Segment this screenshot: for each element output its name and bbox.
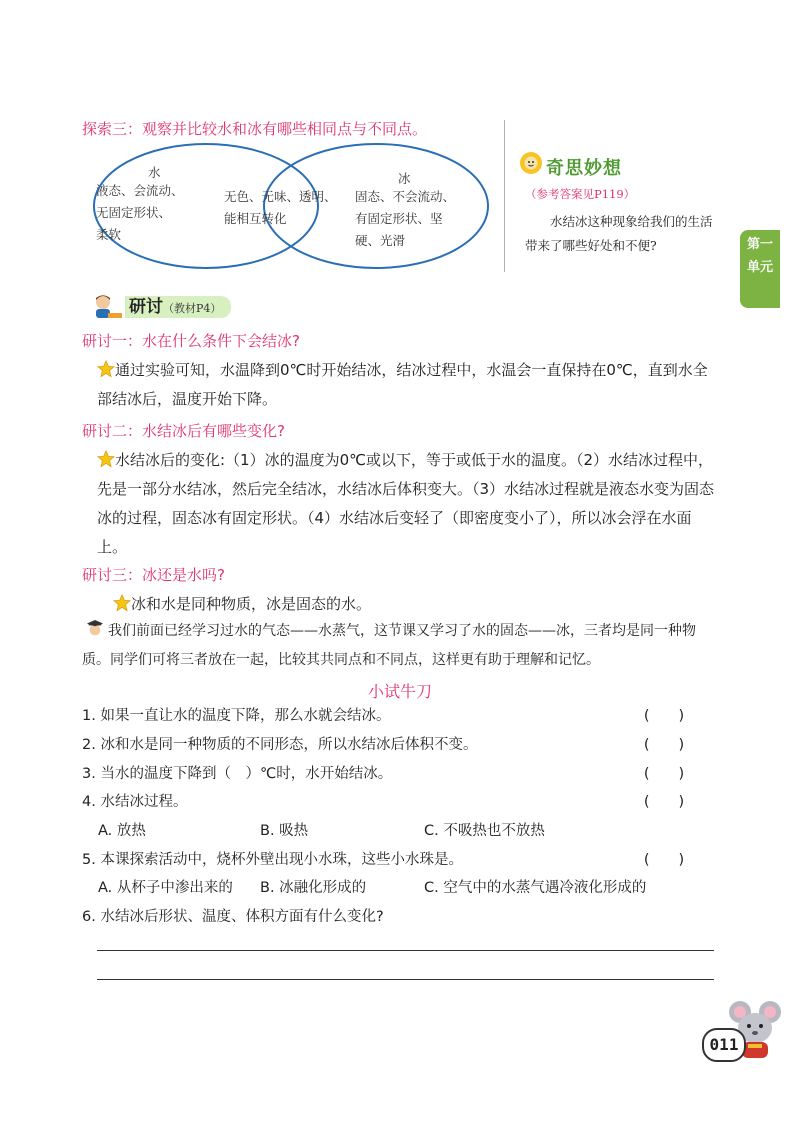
answer-paren[interactable]: ( ) xyxy=(643,737,685,753)
venn-ice-title: 冰 xyxy=(398,171,411,186)
venn-common-line: 无色、无味、透明、 xyxy=(224,189,337,204)
column-divider xyxy=(504,120,505,272)
star-icon xyxy=(97,450,115,468)
answer-text-2: 水结冰后的变化:（1）冰的温度为0℃或以下，等于或低于水的温度。（2）水结冰过程中，先是一部分水结冰，然后完全结冰，水结冰后体积变大。（3）水结冰过程就是液态水变为固态冰的过程，固态冰有固定形状。（4）水结冰后变轻了（即密度变小了），所以冰会浮在水面上。 xyxy=(97,451,715,556)
option-5c[interactable]: C. 空气中的水蒸气遇冷液化形成的 xyxy=(424,880,647,896)
answer-line[interactable] xyxy=(97,979,714,980)
exercise-item-2: 2. 冰和水是同一种物质的不同形态，所以水结冰后体积不变。 xyxy=(82,737,478,753)
discussion-question-3: 研讨三：冰还是水吗? xyxy=(82,566,225,584)
venn-water-line: 柔软 xyxy=(96,227,122,242)
venn-ice-properties xyxy=(355,186,455,252)
venn-common-properties xyxy=(224,186,337,230)
answer-text-1: 通过实验可知，水温降到0℃时开始结冰，结冰过程中，水温会一直保持在0℃，直到水全部结冰后，温度开始下降。 xyxy=(97,361,708,408)
unit-tab xyxy=(740,230,780,308)
option-4a[interactable]: A. 放热 xyxy=(98,823,146,839)
option-5a[interactable]: A. 从杯子中渗出来的 xyxy=(98,880,233,896)
exercise-item-5: 5. 本课探索活动中，烧杯外壁出现小水珠，这些小水珠是。 xyxy=(82,852,463,868)
venn-water-title: 水 xyxy=(148,165,161,180)
discussion-question-1: 研讨一：水在什么条件下会结冰? xyxy=(82,332,300,350)
answer-paren[interactable]: ( ) xyxy=(643,708,685,724)
discussion-label xyxy=(125,296,231,318)
answer-text-3: 冰和水是同种物质，冰是固态的水。 xyxy=(131,595,372,613)
venn-water-line: 无固定形状、 xyxy=(96,205,172,220)
discussion-source: （教材P4） xyxy=(163,302,222,315)
page-number: 011 xyxy=(702,1028,746,1062)
option-4c[interactable]: C. 不吸热也不放热 xyxy=(424,823,545,839)
answer-paren[interactable]: ( ) xyxy=(643,766,685,782)
sunflower-icon xyxy=(518,150,544,176)
teacher-note-text: 我们前面已经学习过水的气态——水蒸气，这节课又学习了水的固态——冰，三者均是同一种物质。同学们可将三者放在一起，比较其共同点和不同点，这样更有助于理解和记忆。 xyxy=(82,623,696,668)
exercise-title: 小试牛刀 xyxy=(367,682,432,701)
exercise-item-1: 1. 如果一直让水的温度下降，那么水就会结冰。 xyxy=(82,708,391,724)
sidebar-question: 水结冰这种现象给我们的生活带来了哪些好处和不便? xyxy=(525,214,713,253)
answer-paren[interactable]: ( ) xyxy=(643,852,685,868)
exercise-item-3: 3. 当水的温度下降到（ ）℃时，水开始结冰。 xyxy=(82,766,393,782)
venn-ice-line: 有固定形状、坚 xyxy=(355,211,443,226)
venn-ice-line: 硬、光滑 xyxy=(355,233,406,248)
discussion-question-2: 研讨二：水结冰后有哪些变化? xyxy=(82,422,285,440)
answer-paren[interactable]: ( ) xyxy=(643,794,685,810)
sidebar-title: 奇思妙想 xyxy=(546,158,622,179)
option-4b[interactable]: B. 吸热 xyxy=(260,823,309,839)
discussion-heading: 研讨 xyxy=(129,297,163,317)
venn-common-line: 能相互转化 xyxy=(224,211,287,226)
star-icon xyxy=(113,594,131,612)
exercise-item-6: 6. 水结冰后形状、温度、体积方面有什么变化? xyxy=(82,909,384,925)
unit-tab-line2: 单元 xyxy=(746,260,773,275)
student-icon xyxy=(88,293,124,323)
venn-ice-line: 固态、不会流动、 xyxy=(355,189,456,204)
teacher-note xyxy=(82,617,722,675)
answer-line[interactable] xyxy=(97,950,714,951)
discussion-answer-1 xyxy=(97,356,722,414)
exercise-item-4: 4. 水结冰过程。 xyxy=(82,794,188,810)
unit-tab-line1: 第一 xyxy=(746,237,773,252)
explore-title: 探索三：观察并比较水和冰有哪些相同点与不同点。 xyxy=(82,120,428,138)
star-icon xyxy=(97,360,115,378)
discussion-answer-2 xyxy=(97,446,717,562)
option-5b[interactable]: B. 冰融化形成的 xyxy=(260,880,367,896)
venn-water-properties xyxy=(96,180,184,246)
venn-water-line: 液态、会流动、 xyxy=(96,183,184,198)
answer-reference: （参考答案见P119） xyxy=(525,187,636,201)
teacher-icon xyxy=(82,620,108,638)
discussion-answer-3 xyxy=(113,590,738,619)
